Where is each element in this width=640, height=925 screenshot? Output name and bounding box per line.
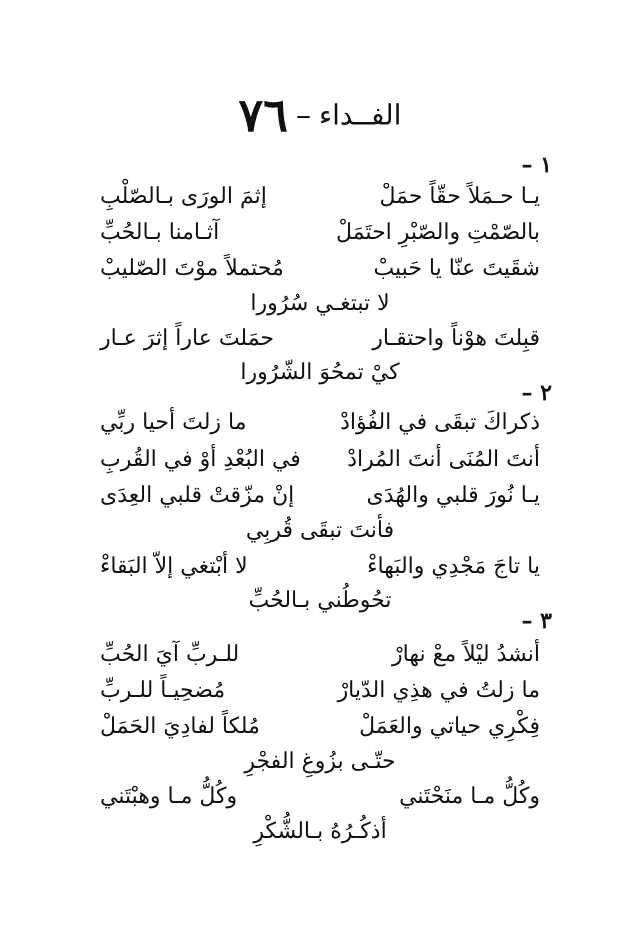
hemistich-left: مُضحِيـاً للـربِّ: [100, 677, 226, 703]
page-header: [0, 88, 640, 142]
hemistich-right: وكُلُّ مـا منَحْتَني: [399, 783, 540, 809]
refrain-line: حتّـى بزُوغِ الفجْرِ: [244, 748, 396, 774]
hemistich-left: إنْ مزّقتْ قلبي العِدَى: [100, 482, 295, 508]
verse-line: [100, 708, 540, 744]
page-title: الفــداء: [318, 98, 402, 132]
hemistich-right: بالصّمْتِ والصّبْرِ احتَمَلْ: [336, 219, 540, 245]
hemistich-left: ما زلتَ أحيا ربِّي: [100, 409, 247, 435]
hemistich-right: شقَيتَ عنّا يا حَبيبْ: [373, 255, 540, 281]
section-mark-3: ٣ –: [521, 608, 552, 634]
hemistich-right: ما زلتُ في هذِي الدّيارْ: [337, 677, 540, 703]
refrain-line: كيْ تمحُوَ الشّرُورا: [240, 359, 400, 385]
verse-line: [100, 672, 540, 708]
refrain-line: لا تبتغـي سُرُورا: [250, 290, 390, 316]
section-mark-2: ٢ –: [521, 380, 552, 406]
verse-line: [100, 214, 540, 250]
refrain-line: تحُوطُني بـالحُبِّ: [248, 587, 392, 613]
hemistich-right: يـا نُورَ قلبي والهُدَى: [366, 482, 540, 508]
refrain-line: فأنتَ تبقَى قُربِي: [245, 517, 395, 543]
verse-line: [100, 548, 540, 584]
hemistich-left: مُحتملاً موْتَ الصّليبْ: [100, 255, 284, 281]
hemistich-left: مُلكاً لفادِيَ الحَمَلْ: [100, 713, 260, 739]
hemistich-left: آثـامنا بـالحُبِّ: [100, 219, 220, 245]
hemistich-left: إثمَ الورَى بـالصّلْبِ: [100, 183, 267, 209]
hemistich-left: للـربِّ آيَ الحُبِّ: [100, 641, 240, 667]
verse-line: [100, 178, 540, 214]
hemistich-right: يا تاجَ مَجْدِي والبَهاءْ: [367, 553, 540, 579]
hemistich-right: أنشدُ ليْلاً معْ نهارْ: [392, 641, 540, 667]
hemistich-left: لا أبْتغي إلاّ البَقاءْ: [100, 553, 248, 579]
verse-line: [100, 636, 540, 672]
hemistich-right: قبِلتَ هوْناً واحتقـار: [372, 325, 540, 351]
section-mark-1: ١ –: [521, 152, 552, 178]
verse-line: [100, 441, 540, 477]
title-dash: –: [295, 97, 311, 133]
hemistich-right: فِكْرِي حياتي والعَمَلْ: [359, 713, 540, 739]
hemistich-left: حمَلتَ عاراً إثرَ عـار: [100, 325, 275, 351]
hemistich-right: ذكراكَ تبقَى في الفُؤادْ: [340, 409, 540, 435]
hemistich-left: وكُلُّ مـا وهبْتَني: [100, 783, 238, 809]
verse-line: [100, 250, 540, 286]
verse-line: [100, 778, 540, 814]
verse-line: [100, 320, 540, 356]
hemistich-right: أنتَ المُنَى أنتَ المُرادْ: [347, 446, 540, 472]
refrain-line: أذكُـرُهُ بـالشُّكْرِ: [253, 818, 387, 844]
hemistich-right: يـا حـمَلاً حقّاً حمَلْ: [379, 183, 540, 209]
verse-line: [100, 477, 540, 513]
hemistich-left: في البُعْدِ أوْ في القُربِ: [100, 446, 301, 472]
verse-line: [100, 404, 540, 440]
page-number: ٧٦: [238, 88, 288, 142]
